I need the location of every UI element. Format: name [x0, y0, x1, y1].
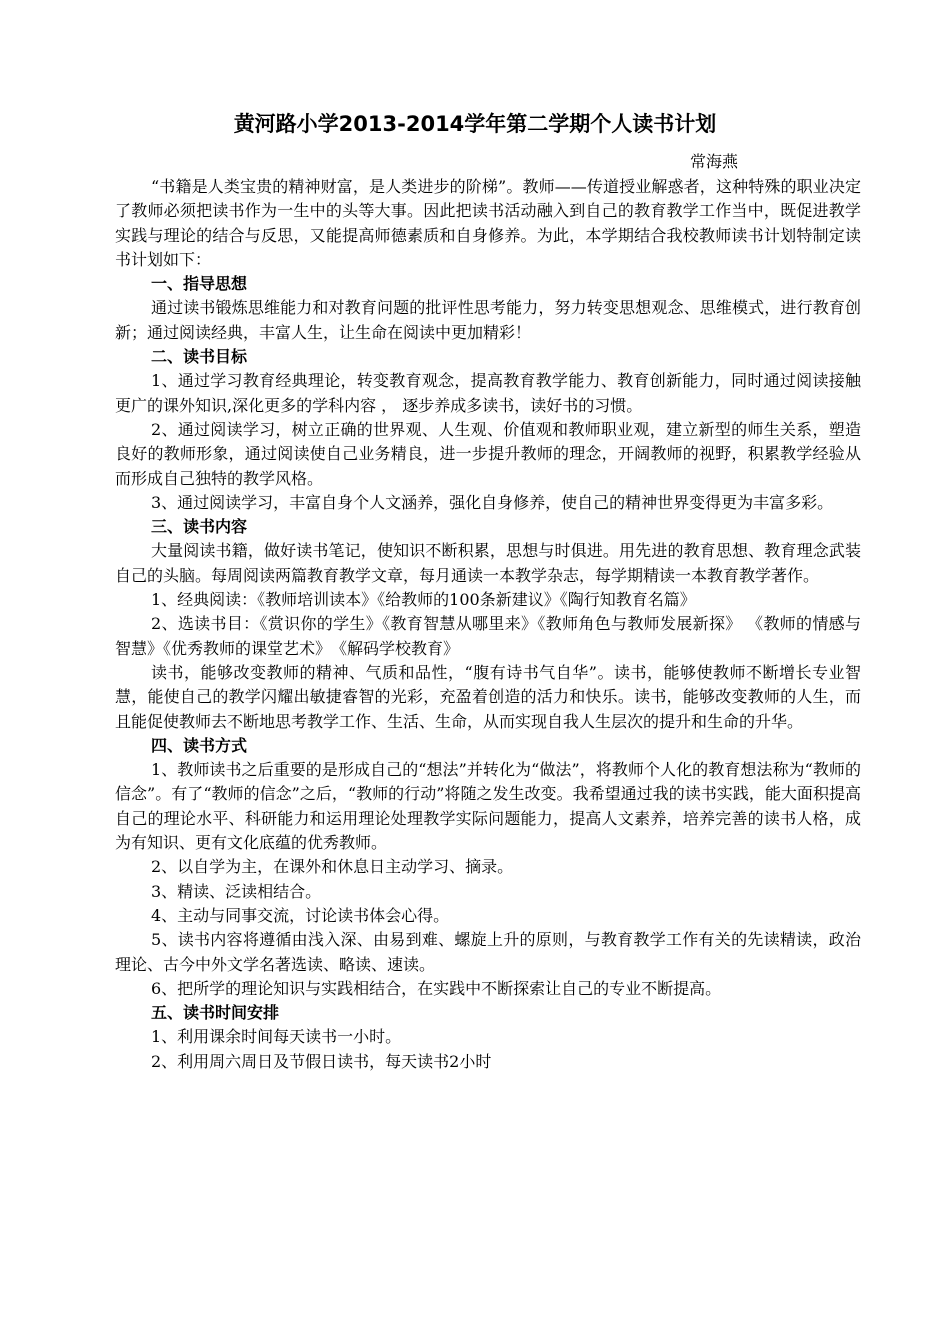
paragraph: 4、主动与同事交流，讨论读书体会心得。	[151, 905, 450, 925]
paragraph: 3、精读、泛读相结合。	[151, 881, 322, 901]
paragraph: 2、以自学为主，在课外和休息日主动学习、摘录。	[151, 857, 514, 877]
intro-paragraph: “书籍是人类宝贵的精神财富，是人类进步的阶梯”。教师——传道授业解惑者，这种特殊的职业决定了教师必须把读书作为一生中的头等大事。因此把读书活动融入到自己的教育教学工作当中，既促进教学实践与理论的结合与反思，又能提高师德素质和自身修养。为此，本学期结合我校教师读书计划特制定读书计划如下：	[115, 177, 861, 269]
section-heading: 一、指导思想	[151, 274, 248, 294]
paragraph: 6、把所学的理论知识与实践相结合，在实践中不断探索让自己的专业不断提高。	[151, 978, 722, 998]
paragraph: 2、利用周六周日及节假日读书，每天读书2小时	[151, 1051, 492, 1071]
document-body	[115, 175, 861, 1074]
paragraph: 1、利用课余时间每天读书一小时。	[151, 1027, 402, 1047]
document-title: 黄河路小学2013-2014学年第二学期个人读书计划	[233, 112, 717, 136]
paragraph: 5、读书内容将遵循由浅入深、由易到难、螺旋上升的原则，与教育教学工作有关的先读精读，政治理论、古今中外文学名著选读、略读、速读。	[115, 930, 861, 974]
section-heading: 五、读书时间安排	[151, 1003, 280, 1023]
paragraph: 读书，能够改变教师的精神、气质和品性，“腹有诗书气自华”。读书，能够使教师不断增长专业智慧，能使自己的教学闪耀出敏捷睿智的光彩，充盈着创造的活力和快乐。读书，能够改变教师的人生，而且能促使教师去不断地思考教学工作、生活、生命，从而实现自我人生层次的提升和生命的升华。	[115, 662, 861, 731]
paragraph: 1、通过学习教育经典理论，转变教育观念，提高教育教学能力、教育创新能力，同时通过阅读接触更广的课外知识,深化更多的学科内容 ， 逐步养成多读书，读好书的习惯。	[115, 371, 861, 415]
paragraph: 1、经典阅读：《教师培训读本》《给教师的100条新建议》《陶行知教育名篇》	[151, 590, 696, 610]
paragraph: 3、通过阅读学习，丰富自身个人文涵养，强化自身修养，使自己的精神世界变得更为丰富多彩。	[151, 492, 834, 512]
section-heading: 四、读书方式	[151, 735, 248, 755]
paragraph: 1、教师读书之后重要的是形成自己的“想法”并转化为“做法”，将教师个人化的教育想法称为“教师的信念”。有了“教师的信念”之后，“教师的行动”将随之发生改变。我希望通过我的读书实践，能大面积提高自己的理论水平、科研能力和运用理论处理教学实际问题能力，提高人文素养，培养完善的读书人格，成为有知识、更有文化底蕴的优秀教师。	[115, 760, 861, 853]
paragraph: 2、选读书目：《赏识你的学生》《教育智慧从哪里来》《教师角色与教师发展新探》 《教师的情感与智慧》《优秀教师的课堂艺术》 《解码学校教育》	[115, 614, 861, 658]
paragraph: 通过读书锻炼思维能力和对教育问题的批评性思考能力，努力转变思想观念、思维模式，进行教育创新；通过阅读经典，丰富人生，让生命在阅读中更加精彩！	[115, 298, 861, 342]
author-name: 常海燕	[690, 152, 739, 171]
paragraph: 2、通过阅读学习，树立正确的世界观、人生观、价值观和教师职业观，建立新型的师生关系，塑造良好的教师形象，通过阅读使自己业务精良，进一步提升教师的理念，开阔教师的视野，积累教学经验从而形成自己独特的教学风格。	[115, 419, 861, 488]
section-heading: 三、读书内容	[151, 517, 248, 537]
section-heading: 二、读书目标	[151, 347, 248, 367]
paragraph: 大量阅读书籍，做好读书笔记，使知识不断积累，思想与时俱进。用先进的教育思想、教育理念武装自己的头脑。每周阅读两篇教育教学文章，每月通读一本教学杂志，每学期精读一本教育教学著作。	[115, 541, 861, 585]
